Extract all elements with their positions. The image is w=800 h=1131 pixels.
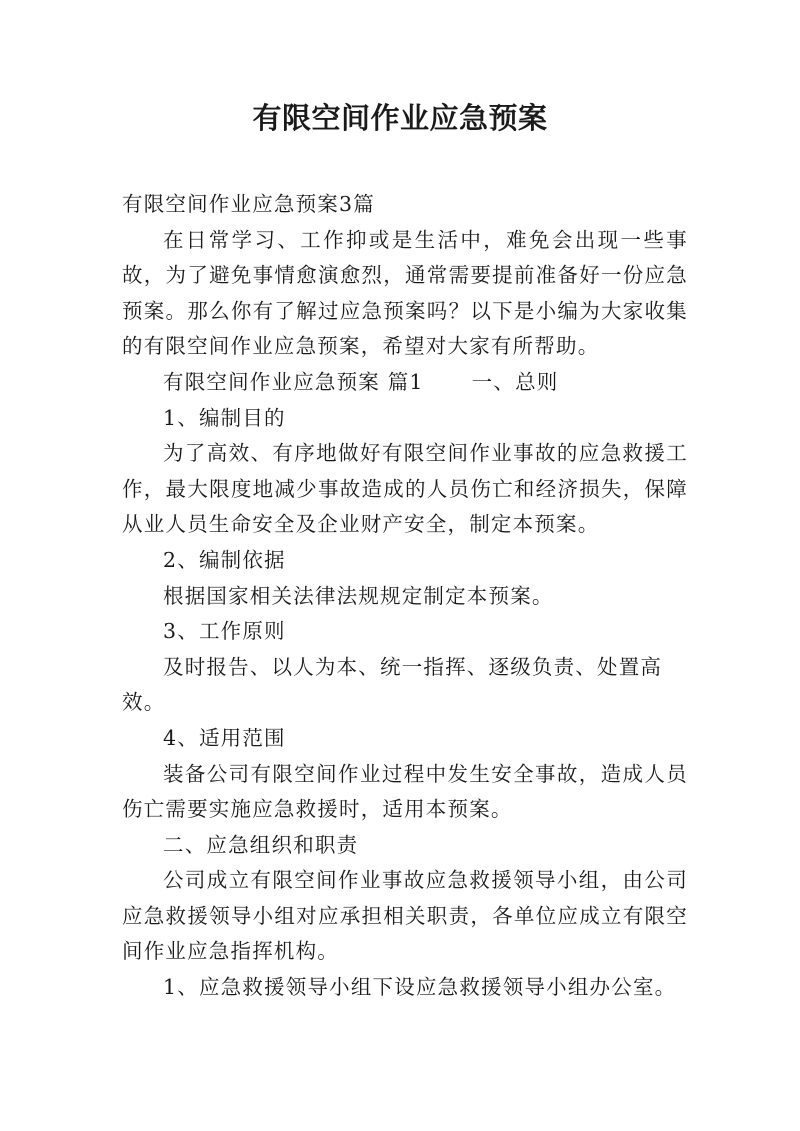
item-3-text: 及时报告、以人为本、统一指挥、逐级负责、处置高效。 xyxy=(122,654,663,715)
item-1-text: 为了高效、有序地做好有限空间作业事故的应急救援工作，最大限度地减少事故造成的人员伤亡和经济损失，保障从业人员生命安全及企业财产安全，制定本预案。 xyxy=(122,441,688,537)
document-body xyxy=(122,187,688,1006)
article-heading: 有限空间作业应急预案 篇1 xyxy=(163,369,424,394)
document-title: 有限空间作业应急预案 xyxy=(252,101,548,135)
article-heading-line xyxy=(122,365,688,401)
item-4-text: 装备公司有限空间作业过程中发生安全事故，造成人员伤亡需要实施应急救援时，适用本预案。 xyxy=(122,761,688,822)
section-2-heading: 二、应急组织和职责 xyxy=(163,832,359,857)
item-3-heading: 3、工作原则 xyxy=(163,619,286,644)
section-2-item-1: 1、应急救援领导小组下设应急救援领导小组办公室。 xyxy=(163,975,677,1000)
section-1-heading: 一、总则 xyxy=(471,369,559,394)
document-subtitle: 有限空间作业应急预案3篇 xyxy=(122,192,375,216)
item-1-heading: 1、编制目的 xyxy=(163,405,286,430)
section-2-text: 公司成立有限空间作业事故应急救援领导小组，由公司应急救援领导小组对应承担相关职责，各单位应成立有限空间作业应急指挥机构。 xyxy=(122,868,688,964)
item-2-heading: 2、编制依据 xyxy=(163,547,286,572)
item-4-heading: 4、适用范围 xyxy=(163,725,286,750)
item-2-text: 根据国家相关法律法规规定制定本预案。 xyxy=(163,583,554,608)
intro-paragraph: 在日常学习、工作抑或是生活中，难免会出现一些事故，为了避免事情愈演愈烈，通常需要提前准备好一份应急预案。那么你有了解过应急预案吗？以下是小编为大家收集的有限空间作业应急预案，希望对大家有所帮助。 xyxy=(122,227,688,359)
